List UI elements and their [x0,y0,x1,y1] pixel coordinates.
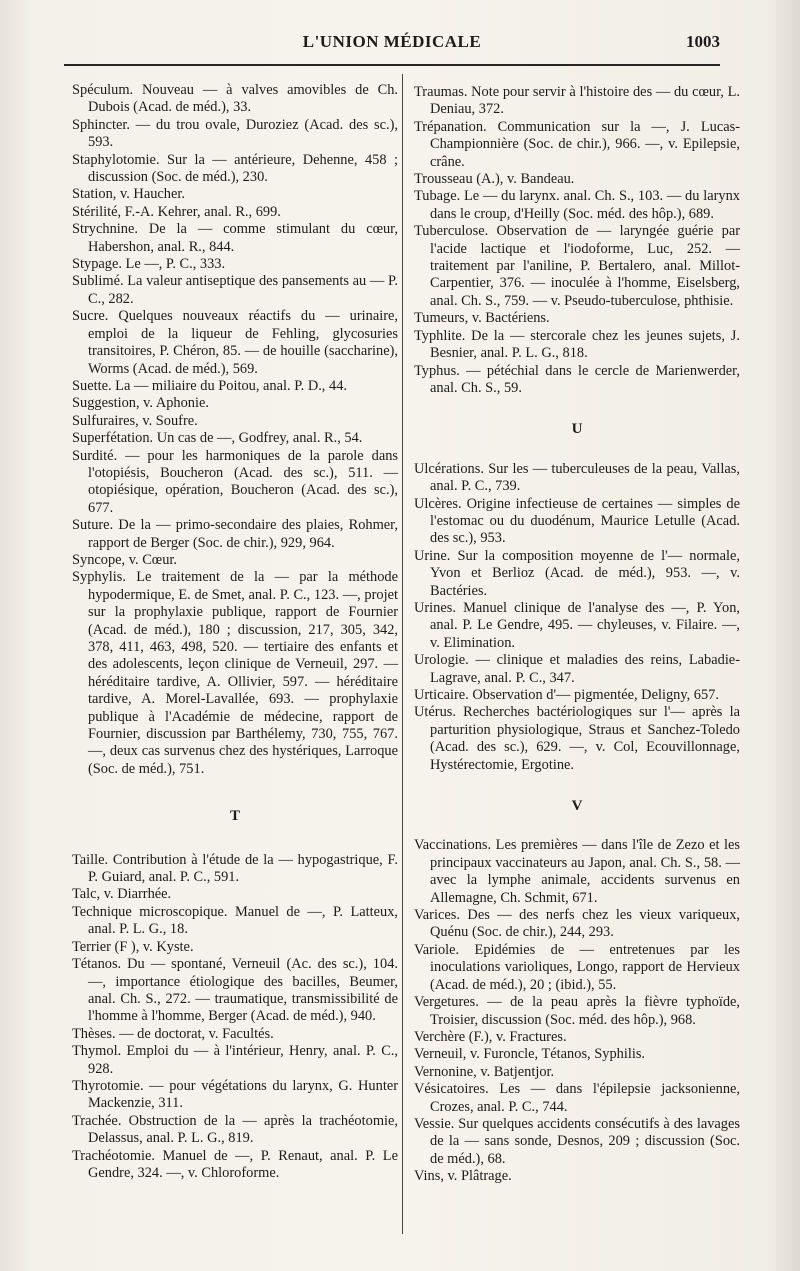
index-entry: Sucre. Quelques nouveaux réactifs du — urinaire, emploi de la liqueur de Fehling, glycosuries transitoires, P. Chéron, 85. — de houille (saccharine), Worms (Acad. de méd.), 569. [72,308,398,377]
index-entry: Ulcérations. Sur les — tuberculeuses de la peau, Vallas, anal. P. C., 739. [414,460,740,495]
index-entry: Vergetures. — de la peau après la fièvre typhoïde, Troisier, discussion (Soc. méd. des hôp.), 968. [414,994,740,1028]
index-entry: Station, v. Haucher. [72,186,185,203]
journal-title: L'UNION MÉDICALE [302,32,482,51]
index-entry: Suggestion, v. Aphonie. [72,395,209,412]
index-entry: Talc, v. Diarrhée. [72,886,172,903]
running-header [64,30,720,58]
index-entry: Tuberculose. Observation de — laryngée guérie par l'acide lactique et l'iodoforme, Luc, 252. — traitement par l'aniline, P. Bertalero, anal. Millot-Carpentier, 376. — inoculée à l'homme, Eiselsberg, anal. Ch. S., 759. — v. Pseudo-tuberculose, phthisie. [414,223,740,309]
index-entry: Tumeurs, v. Bactériens. [414,310,550,327]
index-entry: Vaccinations. Les premières — dans l'île de Zezo et les principaux vaccinateurs au Japon, anal. Ch. S., 58. — avec la lymphe animale, accidents survenus en Allemagne, Ch. Schmit, 671. [414,837,740,906]
index-entry: Urine. Sur la composition moyenne de l'— normale, Yvon et Berlioz (Acad. de méd.), 953. —, v. Bactéries. [414,547,740,599]
header-rule [64,64,720,66]
index-entry: Sphincter. — du trou ovale, Duroziez (Acad. des sc.), 593. [72,116,398,151]
index-entry: Utérus. Recherches bactériologiques sur l'— après la parturition physiologique, Straus et Sanchez-Toledo (Acad. des sc.), 629. —, v. Col, Ecouvillonnage, Hystérectomie, Ergotine. [414,704,740,773]
index-entry: Strychnine. De la — comme stimulant du cœur, Habershon, anal. R., 844. [72,221,398,255]
index-entry: Thèses. — de doctorat, v. Facultés. [72,1025,274,1042]
index-entry: Trépanation. Communication sur la —, J. Lucas-Championnière (Soc. de chir.), 966. —, v. Epilepsie, crâne. [414,118,740,170]
index-entry: Trachée. Obstruction de la — après la trachéotomie, Delassus, anal. P. L. G., 819. [72,1112,398,1147]
index-entry: Vessie. Sur quelques accidents consécutifs à des lavages de la — sans sonde, Desnos, 209 ; discussion (Soc. de méd.), 68. [414,1115,740,1167]
index-entry: Vésicatoires. Les — dans l'épilepsie jacksonienne, Crozes, anal. P. C., 744. [414,1081,740,1115]
index-entry: Syphylis. Le traitement de la — par la méthode hypodermique, E. de Smet, anal. P. C., 123. —, projet sur la prophylaxie publique, rapport de Fournier (Acad. de méd.), 180 ; discussion, 217, 305, 342, 378, 411, 463, 498, 520. — tertiaire des enfants et des adolescents, leçon clinique de Verneuil, 297. — héréditaire tardive, A. Ollivier, 597. — héréditaire tardive, A. Morel-Lavallée, 693. — prophylaxie publique à l'Académie de médecine, rapport de Fournier, discussion par Barthélemy, 730, 755, 767. —, deux cas survenus chez des hystériques, Larroque (Soc. de méd.), 751. [72,569,398,777]
index-entry: Typhlite. De la — stercorale chez les jeunes sujets, J. Besnier, anal. P. L. G., 818. [414,327,740,362]
index-entry: Terrier (F ), v. Kyste. [72,938,194,955]
index-entry: Urines. Manuel clinique de l'analyse des —, P. Yon, anal. P. Le Gendre, 495. — chyleuses, v. Filaire. —, v. Elimination. [414,599,740,651]
index-entry: Vernonine, v. Batjentjor. [414,1063,555,1080]
index-entry: Thyrotomie. — pour végétations du larynx, G. Hunter Mackenzie, 311. [72,1077,398,1112]
index-entry: Tétanos. Du — spontané, Verneuil (Ac. des sc.), 104. —, importance étiologique des bacilles, Beumer, anal. Ch. S., 272. — traumatique, transmissibilité de l'homme à l'homme, Berger (Acad. de méd.), 940. [72,956,398,1025]
section-letter-v: V [571,798,583,815]
index-entry: Surdité. — pour les harmoniques de la parole dans l'otopiésis, Boucheron (Acad. des sc.), 511. — otopiésique, opération, Boucheron (Acad. des sc.), 677. [72,447,398,516]
index-entry: Traumas. Note pour servir à l'histoire des — du cœur, L. Deniau, 372. [414,84,740,118]
index-entry: Urologie. — clinique et maladies des reins, Labadie-Lagrave, anal. P. C., 347. [414,652,740,686]
index-entry: Stérilité, F.-A. Kehrer, anal. R., 699. [72,203,281,220]
right-column [414,84,740,1186]
index-entry: Varices. Des — des nerfs chez les vieux variqueux, Quénu (Soc. de chir.), 244, 293. [414,907,740,941]
index-entry: Verneuil, v. Furoncle, Tétanos, Syphilis. [414,1046,646,1063]
index-entry: Typhus. — pétéchial dans le cercle de Marienwerder, anal. Ch. S., 59. [414,362,740,396]
index-entry: Trousseau (A.), v. Bandeau. [414,171,575,188]
column-divider [402,74,403,1234]
index-entry: Syncope, v. Cœur. [72,551,177,568]
index-entry: Technique microscopique. Manuel de —, P. Latteux, anal. P. L. G., 18. [72,903,398,938]
index-entry: Sulfuraires, v. Soufre. [72,412,198,429]
section-letter-t: T [229,808,240,825]
index-entry: Thymol. Emploi du — à l'intérieur, Henry, anal. P. C., 928. [72,1043,398,1077]
index-entry: Stypage. Le —, P. C., 333. [72,256,226,273]
index-entry: Spéculum. Nouveau — à valves amovibles de Ch. Dubois (Acad. de méd.), 33. [72,82,398,116]
index-entry: Verchère (F.), v. Fractures. [414,1028,567,1045]
index-entry: Taille. Contribution à l'étude de la — hypogastrique, F. P. Guiard, anal. P. C., 591. [72,851,398,886]
index-entry: Ulcères. Origine infectieuse de certaines — simples de l'estomac ou du duodénum, Maurice Letulle (Acad. des sc.), 953. [414,495,740,547]
index-entry: Trachéotomie. Manuel de —, P. Renaut, anal. P. Le Gendre, 324. —, v. Chloroforme. [72,1147,398,1181]
section-letter-u: U [571,421,583,438]
index-entry: Staphylotomie. Sur la — antérieure, Dehenne, 458 ; discussion (Soc. de méd.), 230. [72,151,398,186]
index-entry: Suture. De la — primo-secondaire des plaies, Rohmer, rapport de Berger (Soc. de chir.), 929, 964. [72,517,398,551]
index-entry: Urticaire. Observation d'— pigmentée, Deligny, 657. [414,687,719,703]
index-entry: Sublimé. La valeur antiseptique des pansements au — P. C., 282. [72,273,398,307]
index-entry: Vins, v. Plâtrage. [414,1168,512,1185]
page-number: 1003 [686,32,720,51]
index-entry: Suette. La — miliaire du Poitou, anal. P. D., 44. [72,377,347,394]
index-entry: Tubage. Le — du larynx. anal. Ch. S., 103. — du larynx dans le croup, d'Heilly (Soc. méd. des hôp.), 689. [414,188,740,222]
index-entry: Variole. Epidémies de — entretenues par les inoculations varioliques, Longo, rapport de Hervieux (Acad. de méd.), 20 ; (ibid.), 55. [414,941,740,993]
left-column [72,82,398,1182]
index-entry: Superfétation. Un cas de —, Godfrey, anal. R., 54. [72,430,363,447]
